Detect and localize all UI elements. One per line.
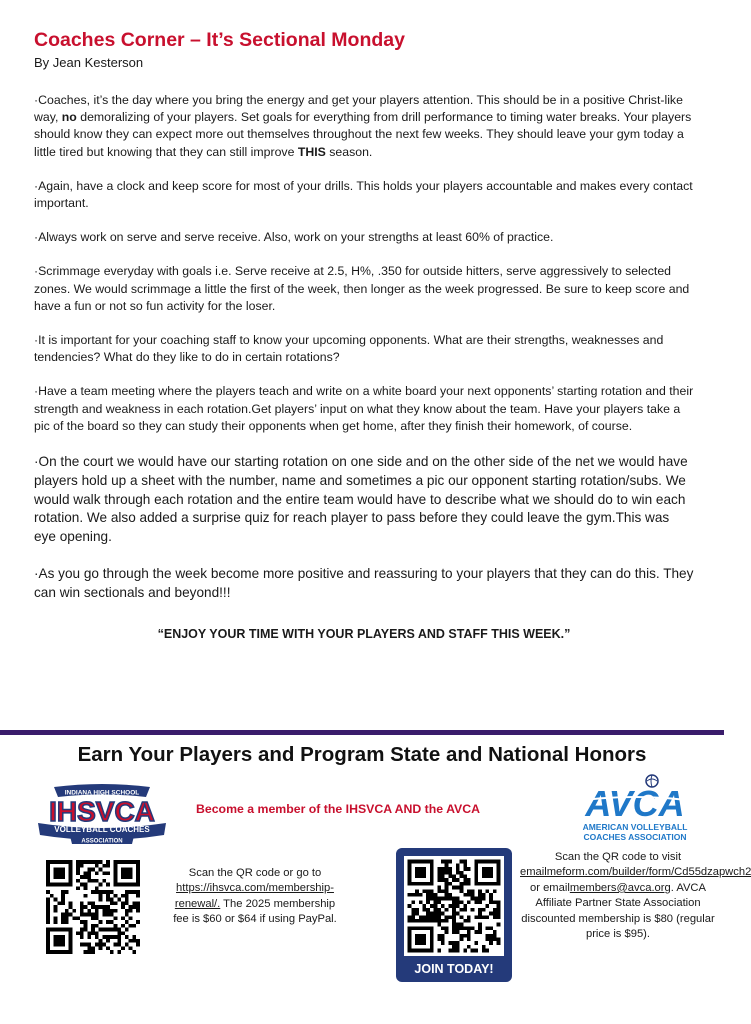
closing-quote: “ENJOY YOUR TIME WITH YOUR PLAYERS AND STAFF THIS WEEK.” (157, 626, 571, 641)
paragraph-7: ·On the court we would have our starting rotation on one side and on the other side of the net we would have players hold up a sheet with the number, name and sometimes a pic our opponent starting rotation/subs. We would walk through each rotation and the entire team would have to describe what we should do to win each rotation. We also added a surprise quiz for reach player to pass before they could leave the gym.This was eye opening. (34, 454, 688, 545)
ihsvca-instructions (170, 866, 340, 928)
avca-qr-code[interactable] (404, 856, 504, 956)
membership-invite: Become a member of the IHSVCA AND the AVCA (196, 802, 481, 816)
scan2-text-a: Scan the QR code to visit (554, 851, 682, 863)
promo-headline: Earn Your Players and Program State and National Honors (77, 743, 647, 766)
ihsvca-logo-top: INDIANA HIGH SCHOOL (64, 789, 140, 797)
article-title: Coaches Corner – It’s Sectional Monday (34, 29, 405, 51)
article (34, 28, 694, 653)
scan2-text-b: or email (530, 881, 570, 894)
ihsvca-logo (34, 783, 170, 847)
avca-logo (560, 772, 710, 844)
avca-instructions (520, 850, 751, 942)
paragraph-1 (34, 92, 694, 161)
ihsvca-logo-ribbon-1: VOLLEYBALL COACHES (54, 825, 150, 834)
scan1-text-a: Scan the QR code or go to (188, 867, 322, 879)
ihsvca-qr-code[interactable] (46, 860, 140, 954)
avca-logo-line-2: COACHES ASSOCIATION (583, 832, 687, 842)
ihsvca-renewal-link[interactable]: https://ihsvca.com/membership-renewal/. (174, 882, 334, 910)
avca-email-link[interactable]: members@avca.org (569, 881, 671, 894)
avca-logo-line-1: AMERICAN VOLLEYBALL (582, 822, 688, 832)
ihsvca-logo-ribbon-2: ASSOCIATION (81, 838, 123, 845)
p1-text-c: demoralizing of your players. Set goals for everything from drill performance to timing water breaks. Your players should know they can expect more out themselves throughout the next few weeks. They should leave your gym today a little tired but knowing that they can still improve (34, 110, 692, 159)
paragraph-6: ·Have a team meeting where the players teach and write on a white board your next opponents’ starting rotation and their strength and weakness in each rotation.Get players’ input on what they know about the team. Have your players take a pic of the board so they can study their opponents when get home, after they finish their homework, of course. (34, 384, 694, 433)
ihsvca-logo-main: IHSVCA (49, 796, 155, 827)
p1-bold-this: THIS (297, 144, 326, 159)
paragraph-3: ·Always work on serve and serve receive. Also, work on your strengths at least 60% of practice. (34, 230, 554, 245)
avca-logo-main: AVCA (585, 783, 685, 824)
section-divider (0, 730, 724, 735)
join-today-card[interactable] (396, 848, 512, 982)
paragraph-5: ·It is important for your coaching staff to know your upcoming opponents. What are their strengths, weaknesses and tendencies? What do they like to do in certain rotations? (34, 333, 664, 365)
avca-form-link[interactable]: emailmeform.com/builder/form/Cd55dzapwch2 (520, 866, 751, 879)
join-today-label: JOIN TODAY! (414, 962, 494, 976)
paragraph-2: ·Again, have a clock and keep score for most of your drills. This holds your players accountable and makes every contact important. (34, 178, 693, 211)
p1-bold-no: no (61, 110, 77, 125)
scan1-text-b: The 2025 membership fee is $60 or $64 if using PayPal. (173, 897, 337, 926)
p1-text-e: season. (325, 144, 373, 159)
paragraph-4: ·Scrimmage everyday with goals i.e. Serve receive at 2.5, H%, .350 for outside hitters, serve aggressively to selected zones. We would scrimmage a little the first of the week, then longer as the week progressed. Be sure to keep score and have a fun or not so fun activity for the loser. (34, 264, 690, 313)
scan2-text-c: . AVCA Affiliate Partner State Association discounted membership is $80 (regular price is $95). (521, 881, 715, 941)
p1-text-a: ·Coaches, it’s the day where you bring the energy and get your players attention. This should be in a positive Christ-like way, (34, 93, 683, 125)
paragraph-8: ·As you go through the week become more positive and reassuring to your players that they can do this. They can win sectionals and beyond!!! (34, 566, 694, 600)
article-byline: By Jean Kesterson (34, 55, 144, 70)
